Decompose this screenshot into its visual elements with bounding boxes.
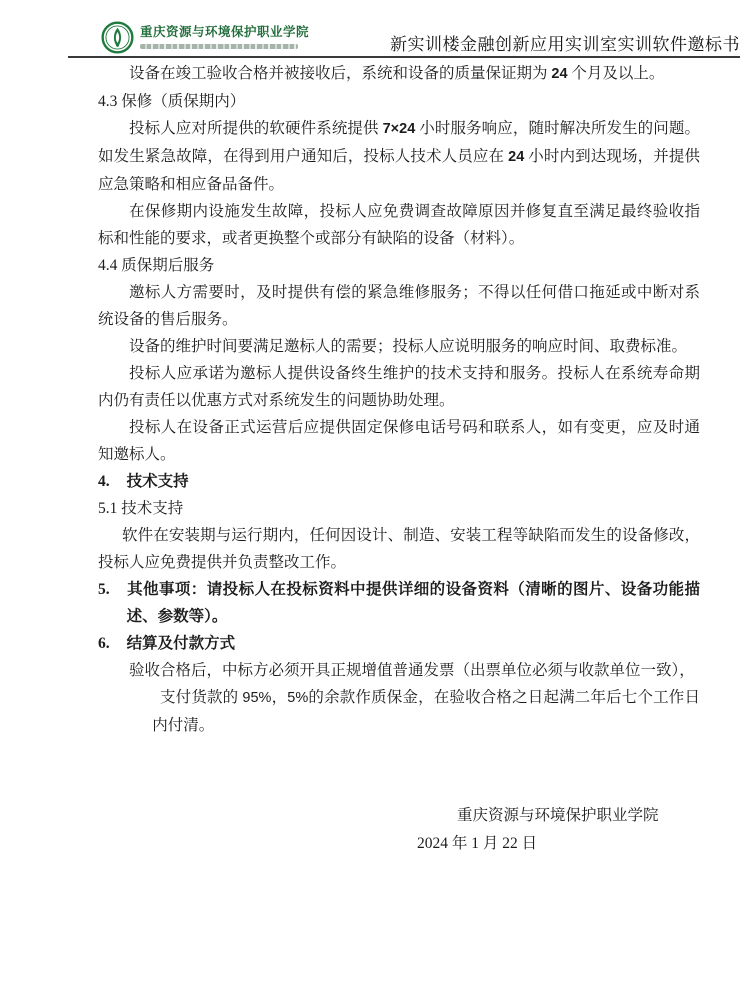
payment-terms-paragraph: 支付货款的 95%，5%的余款作质保金，在验收合格之日起满二年后七个工作日内付清。 xyxy=(152,689,700,734)
document-body xyxy=(98,60,700,739)
signature-date: 2024 年 1 月 22 日 xyxy=(417,835,538,852)
service-hours-value: 7×24 xyxy=(382,121,416,137)
subsection-4-4-heading: 4.4 质保期后服务 xyxy=(98,257,215,274)
body-paragraph: 投标人在设备正式运营后应提供固定保修电话号码和联系人，如有变更，应及时通知邀标人。 xyxy=(98,419,700,463)
body-paragraph: 设备在竣工验收合格并被接收后，系统和设备的质量保证期为 24 个月及以上。 xyxy=(129,65,665,82)
body-paragraph: 投标人应承诺为邀标人提供设备终生维护的技术支持和服务。投标人在系统寿命期内仍有责任以优惠方式对系统发生的问题协助处理。 xyxy=(98,365,700,409)
college-emblem-icon xyxy=(101,21,134,54)
section-4-heading xyxy=(98,468,700,495)
signature-block xyxy=(98,802,700,857)
header-inner xyxy=(68,0,740,56)
body-paragraph: 在保修期内设施发生故障，投标人应免费调查故障原因并修复直至满足最终验收指标和性能的要求，或者更换整个或部分有缺陷的设备（材料）。 xyxy=(98,203,700,247)
section-number: 6. xyxy=(98,635,110,652)
section-title: 结算及付款方式 xyxy=(126,635,236,652)
body-paragraph: 验收合格后，中标方必须开具正规增值普通发票（出票单位必须与收款单位一致）， xyxy=(129,662,695,679)
response-hours-value: 24 xyxy=(508,149,525,165)
warranty-months-value: 24 xyxy=(551,66,568,82)
body-paragraph: 软件在安装期与运行期内，任何因设计、制造、安装工程等缺陷而发生的设备修改，投标人应免费提供并负责整改工作。 xyxy=(98,527,700,571)
section-number: 5. xyxy=(98,581,110,598)
section-5-heading xyxy=(98,576,700,630)
college-name: 重庆资源与环境保护职业学院 xyxy=(140,25,310,39)
section-title: 技术支持 xyxy=(126,473,189,490)
subsection-4-3-heading: 4.3 保修（质保期内） xyxy=(98,93,246,110)
college-logo-text xyxy=(140,21,309,49)
section-6-heading xyxy=(98,630,700,657)
subsection-5-1-heading: 5.1 技术支持 xyxy=(98,500,184,517)
body-paragraph: 设备的维护时间要满足邀标人的需要；投标人应说明服务的响应时间、取费标准。 xyxy=(129,338,688,355)
document-title: 新实训楼金融创新应用实训室实训软件邀标书 xyxy=(390,35,740,54)
college-subtitle-blurred xyxy=(140,44,298,49)
payment-percent-value: 95% xyxy=(242,690,272,706)
section-number: 4. xyxy=(98,473,110,490)
body-paragraph: 邀标人方需要时，及时提供有偿的紧急维修服务；不得以任何借口拖延或中断对系统设备的售后服务。 xyxy=(98,284,700,328)
section-title: 其他事项：请投标人在投标资料中提供详细的设备资料（清晰的图片、设备功能描述、参数等）。 xyxy=(126,581,700,625)
page-header xyxy=(68,0,740,58)
body-paragraph: 投标人应对所提供的软硬件系统提供 7×24 小时服务响应，随时解决所发生的问题。如发生紧急故障，在得到用户通知后，投标人技术人员应在 24 小时内到达现场，并提供应急策略和相应备品备件。 xyxy=(98,120,700,193)
retention-percent-value: 5% xyxy=(287,690,309,706)
signature-org: 重庆资源与环境保护职业学院 xyxy=(457,807,659,824)
college-logo xyxy=(101,21,309,56)
